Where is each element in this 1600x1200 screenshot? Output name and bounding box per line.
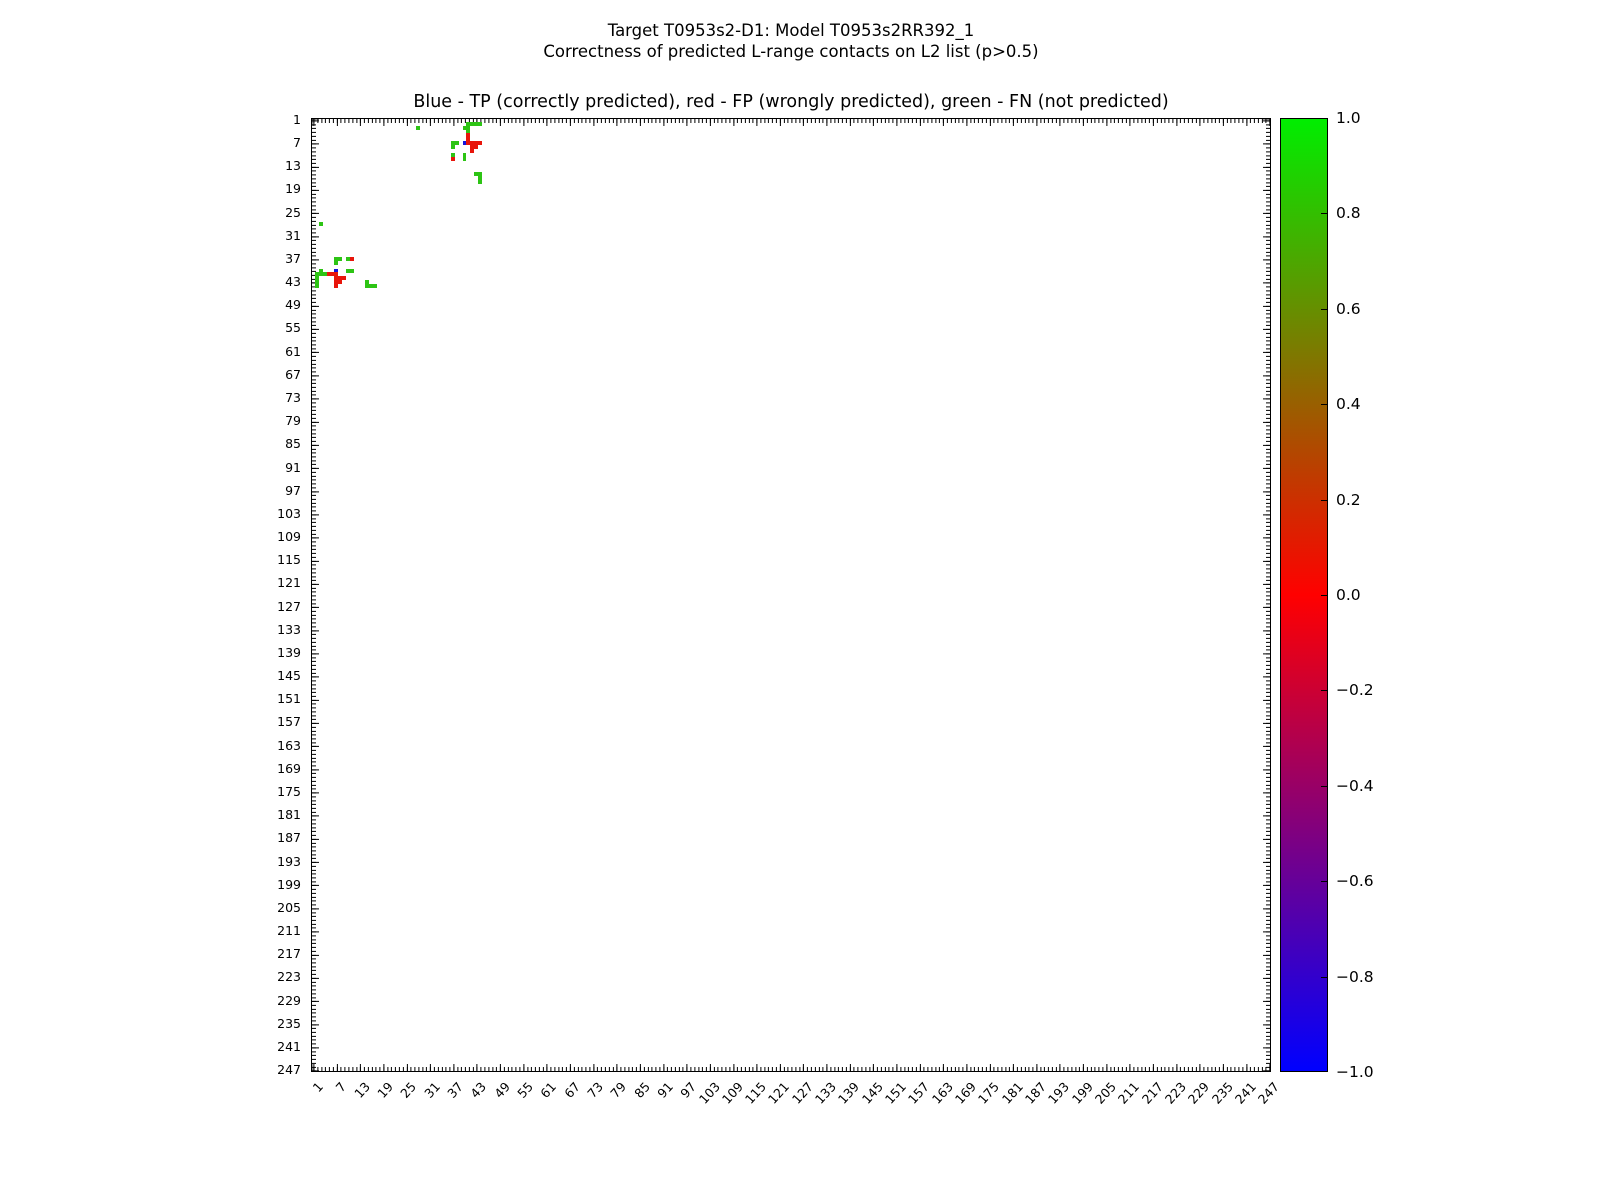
contact-cell-fn — [416, 126, 420, 130]
x-tick-label: 241 — [1231, 1079, 1259, 1107]
contact-cell-fp — [338, 280, 342, 284]
colorbar-tick-label: 0.4 — [1336, 395, 1361, 414]
y-tick-label: 217 — [277, 946, 301, 962]
x-tick-label: 169 — [951, 1079, 980, 1107]
x-tick-label: 55 — [514, 1079, 536, 1101]
contact-cell-fn — [478, 122, 482, 126]
y-tick-label: 229 — [277, 992, 301, 1008]
colorbar-tick — [1321, 690, 1327, 691]
x-tick-label: 217 — [1138, 1079, 1166, 1107]
x-tick-label: 199 — [1068, 1079, 1096, 1107]
x-tick-label: 25 — [397, 1079, 420, 1101]
colorbar-tick-label: −1.0 — [1336, 1063, 1374, 1081]
x-tick-label: 145 — [858, 1079, 886, 1107]
bottom-major-ticks — [312, 1064, 1270, 1071]
colorbar-tick-label: 0.6 — [1336, 299, 1361, 318]
x-tick-label: 115 — [742, 1079, 770, 1107]
x-tick-label: 175 — [975, 1079, 1003, 1107]
figure-title — [0, 20, 1582, 62]
x-tick-label: 31 — [420, 1079, 443, 1101]
colorbar-tick-label: 0.8 — [1336, 204, 1361, 223]
y-tick-label: 211 — [277, 923, 301, 939]
y-tick-label: 103 — [277, 505, 301, 521]
contact-cell-fn — [463, 157, 467, 161]
contact-cell-fp — [334, 284, 338, 288]
contact-cell-fn — [455, 141, 459, 145]
x-tick-label: 97 — [677, 1079, 700, 1101]
y-tick-label: 175 — [277, 783, 301, 799]
x-tick-label: 229 — [1185, 1079, 1213, 1107]
colorbar-tick — [1321, 881, 1327, 882]
y-tick-label: 49 — [285, 297, 301, 313]
y-tick-label: 19 — [285, 181, 301, 197]
colorbar-tick-label: 0.0 — [1336, 586, 1361, 604]
colorbar-tick-label: −0.2 — [1336, 681, 1374, 700]
contact-cell-fn — [334, 261, 338, 265]
y-tick-label: 7 — [293, 135, 301, 151]
y-tick-label: 91 — [285, 459, 301, 475]
x-tick-label: 205 — [1091, 1079, 1119, 1107]
y-tick-label: 43 — [285, 274, 301, 290]
y-tick-label: 55 — [285, 320, 301, 336]
x-tick-label: 61 — [537, 1079, 560, 1101]
y-tick-label: 67 — [285, 366, 301, 382]
colorbar-tick-label: −0.8 — [1336, 967, 1374, 986]
x-tick-label: 67 — [560, 1079, 583, 1101]
y-tick-label: 109 — [277, 529, 301, 545]
x-tick-label: 13 — [350, 1079, 373, 1101]
colorbar-tick-label: −0.4 — [1336, 776, 1374, 795]
contact-cell-fp — [342, 276, 346, 280]
y-tick-label: 223 — [277, 969, 301, 985]
y-tick-label: 205 — [277, 899, 301, 915]
colorbar-tick — [1321, 977, 1327, 978]
y-tick-label: 97 — [285, 482, 301, 498]
colorbar-tick-label: 0.2 — [1336, 490, 1361, 509]
x-tick-label: 91 — [654, 1079, 676, 1101]
figure-title-line1: Target T0953s2-D1: Model T0953s2RR392_1 — [607, 21, 975, 40]
x-tick-label: 121 — [765, 1079, 793, 1107]
y-tick-label: 241 — [277, 1038, 301, 1054]
x-tick-label: 73 — [584, 1079, 606, 1101]
x-tick-label: 187 — [1021, 1079, 1049, 1107]
contact-cell-fp — [350, 257, 354, 261]
top-major-ticks — [312, 119, 1270, 126]
contact-map-plot — [311, 118, 1271, 1072]
contact-cell-fn — [338, 257, 342, 261]
y-tick-label: 133 — [277, 621, 301, 637]
contact-cell-fp — [470, 149, 474, 153]
x-tick-label: 49 — [490, 1079, 513, 1101]
y-tick-label: 181 — [277, 807, 301, 823]
figure-title-line2: Correctness of predicted L-range contacts on L2 list (p>0.5) — [543, 42, 1039, 61]
y-tick-label: 121 — [277, 575, 301, 591]
colorbar-tick — [1321, 500, 1327, 501]
colorbar-tick — [1321, 786, 1327, 787]
x-tick-label: 79 — [607, 1079, 630, 1101]
bottom-minor-ticks — [312, 1067, 1270, 1071]
x-tick-label: 7 — [332, 1079, 350, 1095]
y-tick-label: 79 — [285, 413, 301, 429]
colorbar-tick — [1321, 595, 1327, 596]
x-tick-label: 37 — [444, 1079, 467, 1101]
contact-cell-fn — [478, 180, 482, 184]
top-minor-ticks — [312, 119, 1270, 123]
right-minor-ticks — [1266, 119, 1270, 1071]
x-tick-label: 103 — [695, 1079, 723, 1107]
x-tick-label: 181 — [998, 1079, 1026, 1107]
colorbar-tick — [1321, 213, 1327, 214]
y-tick-label: 199 — [277, 876, 301, 892]
y-tick-label: 169 — [277, 760, 301, 776]
y-tick-label: 13 — [285, 158, 301, 174]
colorbar-tick-label: 1.0 — [1336, 109, 1361, 127]
x-tick-label: 85 — [630, 1079, 653, 1101]
x-tick-label: 139 — [835, 1079, 863, 1107]
y-tick-label: 193 — [277, 853, 301, 869]
y-tick-label: 31 — [285, 227, 301, 243]
y-tick-label: 163 — [277, 737, 301, 753]
y-tick-label: 37 — [285, 250, 301, 266]
y-tick-label: 73 — [285, 390, 301, 406]
y-tick-label: 127 — [277, 598, 301, 614]
contact-cell-fp — [478, 141, 482, 145]
y-tick-label: 235 — [277, 1015, 301, 1031]
x-tick-label: 193 — [1045, 1079, 1073, 1107]
axes-title: Blue - TP (correctly predicted), red - FP (wrongly predicted), green - FN (not predicted) — [413, 92, 1169, 112]
x-tick-label: 151 — [881, 1079, 910, 1107]
left-major-ticks — [312, 119, 319, 1071]
colorbar-tick-label: −0.6 — [1336, 872, 1374, 891]
contact-cell-fp — [451, 157, 455, 161]
x-tick-label: 43 — [467, 1079, 490, 1101]
y-tick-label: 61 — [285, 343, 301, 359]
y-tick-label: 85 — [285, 436, 301, 452]
x-tick-label: 19 — [374, 1079, 397, 1101]
x-tick-label: 163 — [928, 1079, 956, 1107]
x-tick-label: 1 — [309, 1079, 327, 1095]
left-minor-ticks — [312, 119, 316, 1071]
y-tick-label: 1 — [293, 111, 301, 127]
x-tick-label: 127 — [788, 1079, 816, 1107]
x-tick-label: 235 — [1208, 1079, 1236, 1107]
contact-cell-fn — [451, 145, 455, 149]
contact-cell-fp — [474, 145, 478, 149]
y-tick-label: 139 — [277, 644, 301, 660]
x-tick-label: 247 — [1255, 1079, 1283, 1107]
y-tick-label: 145 — [277, 668, 301, 684]
y-tick-label: 151 — [277, 691, 301, 707]
contact-cell-fn — [373, 284, 377, 288]
y-tick-label: 25 — [285, 204, 301, 220]
y-tick-label: 247 — [277, 1062, 301, 1078]
y-tick-label: 115 — [277, 552, 301, 568]
x-tick-label: 133 — [812, 1079, 840, 1107]
colorbar-tick — [1321, 309, 1327, 310]
contact-cell-fn — [315, 284, 319, 288]
contact-cell-fn — [319, 222, 323, 226]
y-tick-label: 157 — [277, 714, 301, 730]
x-tick-label: 157 — [905, 1079, 933, 1107]
colorbar-tick — [1321, 404, 1327, 405]
x-tick-label: 211 — [1115, 1079, 1143, 1107]
contact-cell-fn — [350, 269, 354, 273]
y-tick-label: 187 — [277, 830, 301, 846]
x-tick-label: 223 — [1161, 1079, 1189, 1107]
right-major-ticks — [1263, 119, 1270, 1071]
x-tick-label: 109 — [718, 1079, 746, 1107]
